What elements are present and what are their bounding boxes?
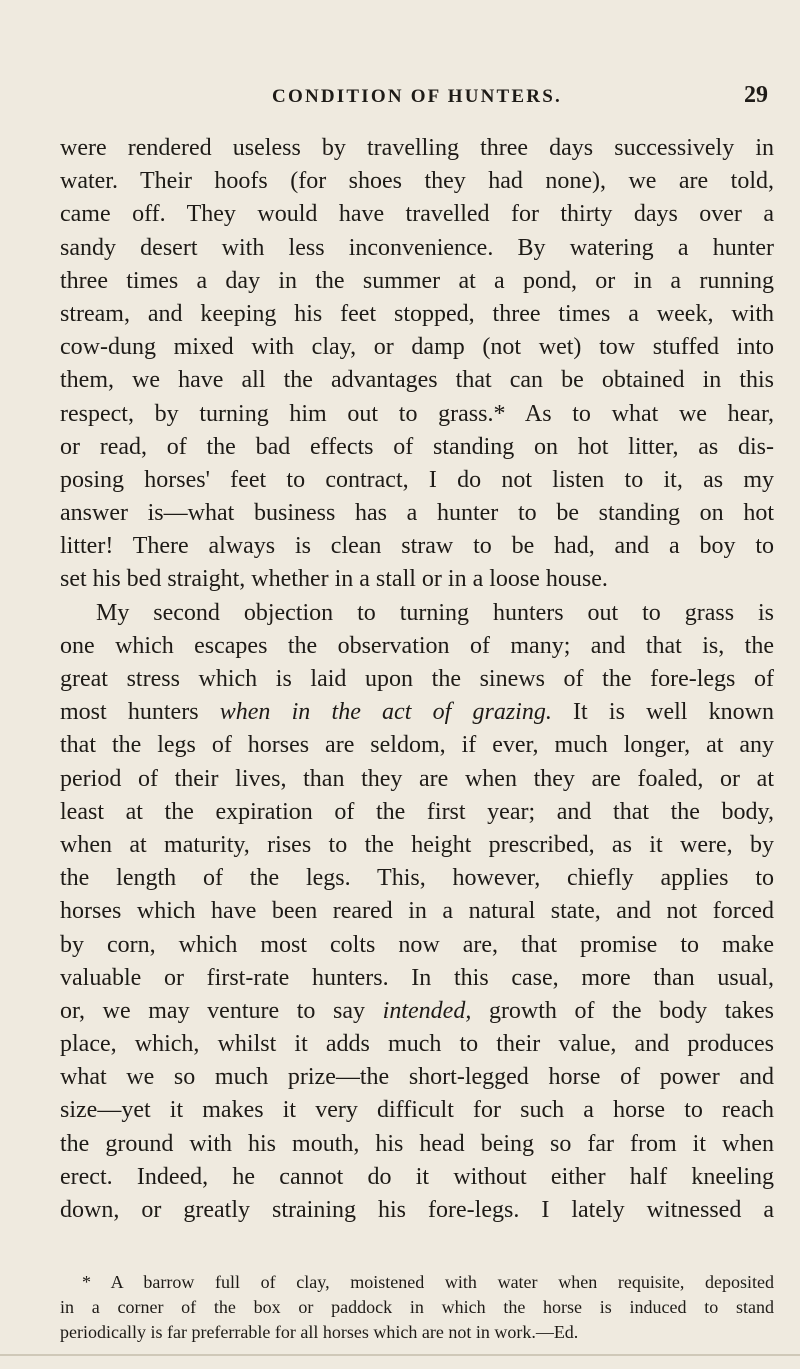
page-edge-divider xyxy=(0,1354,800,1356)
text-line: when at maturity, rises to the height prescribed, as it were, by xyxy=(60,831,774,858)
text-line: down, or greatly straining his fore-legs. I lately witnessed a xyxy=(60,1197,774,1223)
text-line: posing horses' feet to contract, I do not listen to it, as my xyxy=(60,466,774,493)
body-text xyxy=(60,132,774,1227)
text-line: answer is—what business has a hunter to be standing on hot xyxy=(60,500,774,527)
text-line: one which escapes the observation of many; and that is, the xyxy=(60,632,774,659)
text-line: that the legs of horses are seldom, if ever, much longer, at any xyxy=(60,732,774,759)
text-line: place, which, whilst it adds much to their value, and produces xyxy=(60,1031,774,1058)
text-line: stream, and keeping his feet stopped, three times a week, with xyxy=(60,300,774,327)
text-line: size—yet it makes it very difficult for such a horse to reach xyxy=(60,1097,774,1124)
text-segment: or, we may venture to say xyxy=(60,997,366,1024)
text-line: set his bed straight, whether in a stall or in a loose house. xyxy=(60,566,608,593)
text-segment: It is well known xyxy=(573,699,775,726)
text-line: My second objection to turning hunters out to grass is xyxy=(96,599,774,626)
text-line: the ground with his mouth, his head being so far from it when xyxy=(60,1130,774,1157)
italic-segment: intended, xyxy=(382,997,472,1024)
text-line-mixed xyxy=(60,995,774,1028)
text-line: cow-dung mixed with clay, or damp (not wet) tow stuffed into xyxy=(60,334,774,361)
text-line: great stress which is laid upon the sinews of the fore-legs of xyxy=(60,666,774,692)
text-line: came off. They would have travelled for thirty days over a xyxy=(60,201,774,228)
text-line: or read, of the bad effects of standing on hot litter, as dis- xyxy=(60,433,774,460)
text-line: respect, by turning him out to grass.* As to what we hear, xyxy=(60,400,774,427)
text-line: by corn, which most colts now are, that promise to make xyxy=(60,931,774,958)
text-line: water. Their hoofs (for shoes they had none), we are told, xyxy=(60,168,774,195)
page-header xyxy=(60,82,774,116)
italic-segment: when in the act of grazing. xyxy=(219,699,552,726)
text-line: erect. Indeed, he cannot do it without either half kneeling xyxy=(60,1163,774,1190)
text-line: them, we have all the advantages that can be obtained in this xyxy=(60,367,774,394)
footnote-line: periodically is far preferrable for all horses which are not in work.—Ed. xyxy=(60,1322,579,1342)
text-line: valuable or first-rate hunters. In this case, more than usual, xyxy=(60,964,774,991)
text-line: period of their lives, than they are when they are foaled, or at xyxy=(60,765,774,792)
text-line: horses which have been reared in a natural state, and not forced xyxy=(60,898,774,925)
text-segment: growth of the body takes xyxy=(488,997,775,1024)
page-number: 29 xyxy=(744,82,768,108)
text-line: sandy desert with less inconvenience. By watering a hunter xyxy=(60,234,774,261)
text-line: were rendered useless by travelling three days successively in xyxy=(60,135,774,161)
text-segment: most hunters xyxy=(60,699,199,726)
text-line: least at the expiration of the first year; and that the body, xyxy=(60,798,774,825)
text-line: litter! There always is clean straw to be had, and a boy to xyxy=(60,533,774,560)
text-line: what we so much prize—the short-legged horse of power and xyxy=(60,1064,774,1091)
footnote xyxy=(60,1270,774,1345)
footnote-line: in a corner of the box or paddock in which the horse is induced to stand xyxy=(60,1297,774,1317)
running-title: CONDITION OF HUNTERS. xyxy=(272,86,562,107)
text-line: three times a day in the summer at a pond, or in a running xyxy=(60,267,774,294)
text-line: the length of the legs. This, however, chiefly applies to xyxy=(60,865,774,892)
text-line-mixed xyxy=(60,696,774,729)
footnote-line: * A barrow full of clay, moistened with water when requisite, deposited xyxy=(82,1272,774,1292)
